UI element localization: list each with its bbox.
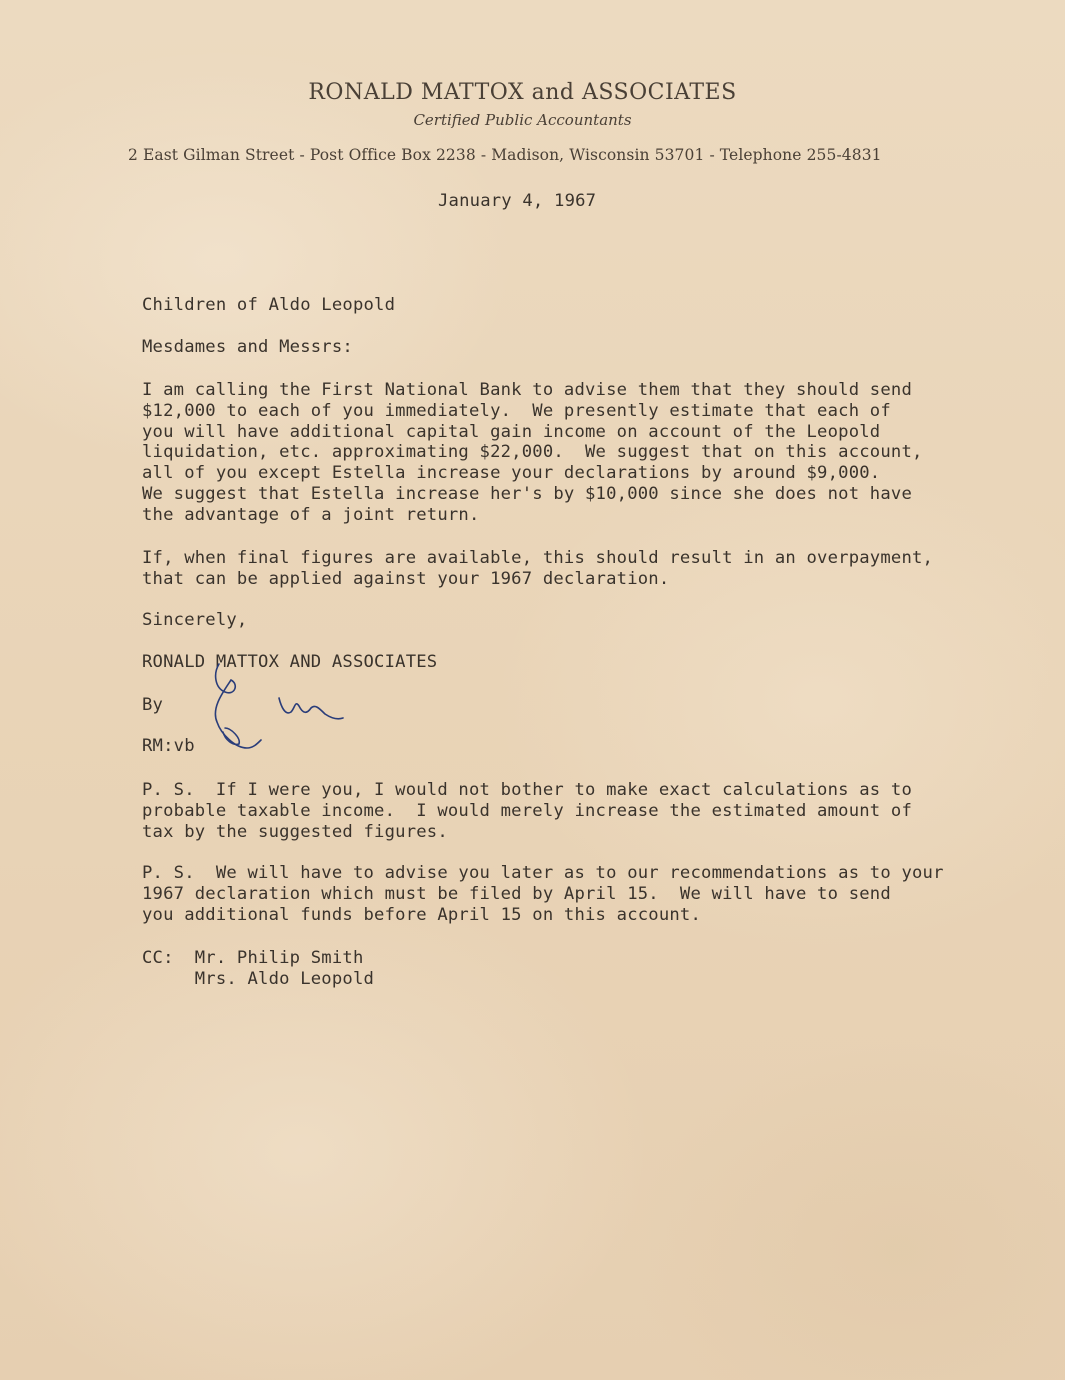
closing: Sincerely, <box>142 610 248 630</box>
letterhead-firm-name: RONALD MATTOX and ASSOCIATES <box>308 80 737 105</box>
carbon-copy-list: CC: Mr. Philip Smith Mrs. Aldo Leopold <box>142 948 375 989</box>
by-label: By <box>142 695 164 715</box>
typist-initials: RM:vb <box>142 736 195 756</box>
postscript-1: P. S. If I were you, I would not bother to make exact calculations as to probable taxable income. I would merely increase the estimated amount of tax by the suggested figures. <box>142 780 912 842</box>
postscript-2: P. S. We will have to advise you later as to our recommendations as to your 1967 declaration which must be filed by April 15. We will have to send you additional funds before April 15 on this account. <box>142 863 944 925</box>
handwritten-signature <box>195 662 355 762</box>
body-paragraph-1: I am calling the First National Bank to advise them that they should send $12,000 to each of you immediately. We presently estimate that each of you will have additional capital gain income on account of the Leopold liquidation, etc. approximating $22,000. We suggest that on this account, all of you except Estella increase your declarations by around $9,000. We suggest that Estella increase her's by $10,000 since she does not have the advantage of a joint return. <box>142 380 923 525</box>
recipient: Children of Aldo Leopold <box>142 295 396 315</box>
signature-firm: RONALD MATTOX AND ASSOCIATES <box>142 652 438 672</box>
body-paragraph-2: If, when final figures are available, this should result in an overpayment, that can be applied against your 1967 declaration. <box>142 548 934 589</box>
letter-date: January 4, 1967 <box>438 191 597 211</box>
salutation: Mesdames and Messrs: <box>142 337 353 357</box>
letterhead-address: 2 East Gilman Street - Post Office Box 2238 - Madison, Wisconsin 53701 - Telephone 255-4831 <box>128 146 882 164</box>
letterhead-subtitle: Certified Public Accountants <box>413 111 632 129</box>
